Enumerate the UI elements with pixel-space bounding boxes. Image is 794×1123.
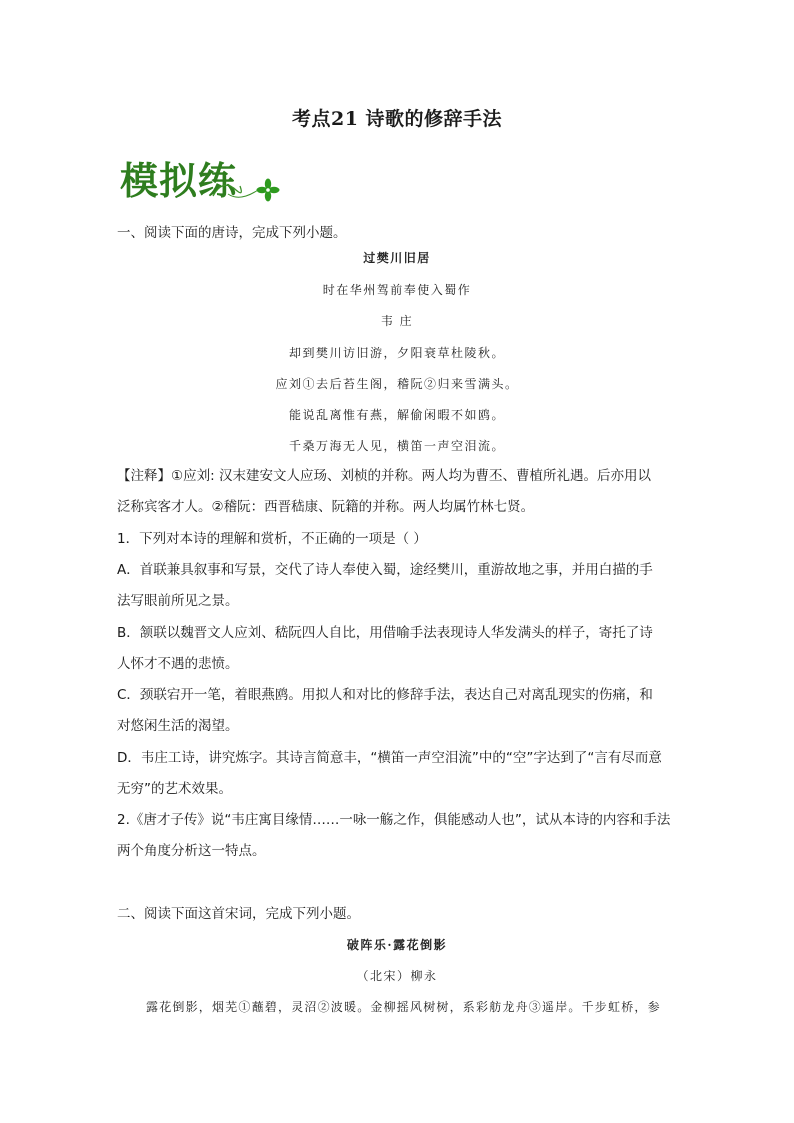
poem1-line: 千桑万海无人见，横笛一声空泪流。 xyxy=(288,439,505,453)
question-2: 2.《唐才子传》说“韦庄寓目缘情……一咏一觞之作，俱能感动人也”，试从本诗的内容和手法 xyxy=(117,812,671,828)
annotation-line: 【注释】①应刘: 汉末建安文人应玚、刘桢的并称。两人均为曹丕、曹植所礼遇。后亦用以 xyxy=(117,468,651,484)
poem2-title: 破阵乐·露花倒影 xyxy=(346,938,448,952)
poem1-author: 韦 庄 xyxy=(380,314,414,328)
option-d: 无穷”的艺术效果。 xyxy=(117,781,232,797)
poem1-line: 却到樊川访旧游，夕阳衰草杜陵秋。 xyxy=(288,346,505,360)
poem1-subtitle: 时在华州驾前奉使入蜀作 xyxy=(322,283,472,297)
option-d: D．韦庄工诗，讲究炼字。其诗言简意丰，“横笛一声空泪流”中的“空”字达到了“言有尽而意 xyxy=(117,750,662,766)
poem2-author: （北宋）柳永 xyxy=(356,969,438,983)
option-a: 法写眼前所见之景。 xyxy=(117,593,239,609)
option-b: B．颔联以魏晋文人应刘、嵇阮四人自比，用借喻手法表现诗人华发满头的样子，寄托了诗 xyxy=(117,625,653,641)
poem1-line: 能说乱离惟有燕，解偷闲暇不如鸥。 xyxy=(288,408,505,422)
poem1-title: 过樊川旧居 xyxy=(363,251,431,265)
banner-label: 模拟练 xyxy=(120,159,238,203)
question-2: 两个角度分析这一特点。 xyxy=(117,843,266,859)
clover-icon xyxy=(118,150,288,208)
practice-banner xyxy=(118,150,288,208)
section1-heading: 一、阅读下面的唐诗，完成下列小题。 xyxy=(117,225,347,241)
poem2-line: 露花倒影，烟芜①蘸碧，灵沼②波暖。金柳摇风树树，系彩舫龙舟③遥岸。千步虹桥，参 xyxy=(146,1000,661,1014)
option-c: C．颈联宕开一笔，着眼燕鸥。用拟人和对比的修辞手法，表达自己对离乱现实的伤痛，和 xyxy=(117,687,653,703)
page-title: 考点21 诗歌的修辞手法 xyxy=(291,108,503,130)
option-a: A．首联兼具叙事和写景，交代了诗人奉使入蜀，途经樊川，重游故地之事，并用白描的手 xyxy=(117,562,653,578)
option-b: 人怀才不遇的悲愤。 xyxy=(117,656,239,672)
poem1-line: 应刘①去后苔生阁，稽阮②归来雪满头。 xyxy=(275,377,519,391)
option-c: 对悠闲生活的渴望。 xyxy=(117,718,239,734)
section2-heading: 二、阅读下面这首宋词，完成下列小题。 xyxy=(117,906,360,922)
annotation-line: 泛称宾客才人。②稽阮：西晋嵇康、阮籍的并称。两人均属竹林七贤。 xyxy=(117,499,535,515)
question-1-stem: 1．下列对本诗的理解和赏析，不正确的一项是（ ） xyxy=(117,531,427,547)
